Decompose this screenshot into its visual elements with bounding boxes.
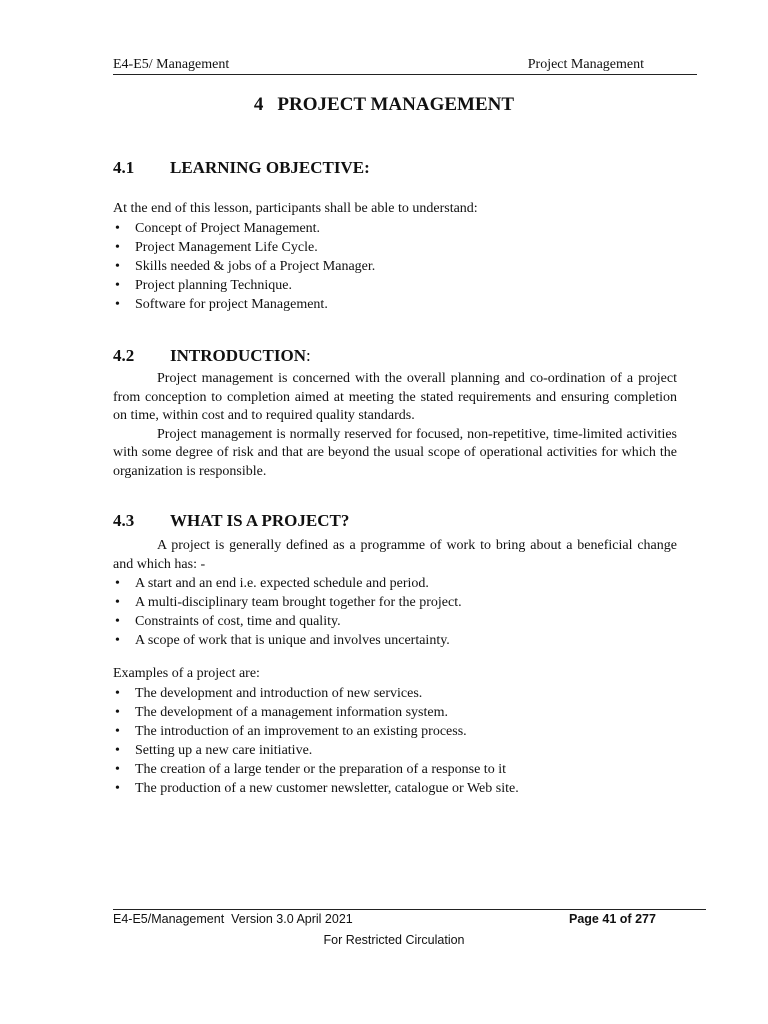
- examples-intro: Examples of a project are:: [113, 666, 260, 681]
- footer-rule: [113, 909, 706, 910]
- chapter-title-text: PROJECT MANAGEMENT: [277, 94, 515, 115]
- definition-paragraph: A project is generally defined as a programme of work to bring about a beneficial change and which has: -: [113, 538, 677, 572]
- page-indicator: [569, 912, 656, 926]
- section-4-3-body: [113, 537, 677, 650]
- of-label: of: [619, 912, 632, 926]
- objective-intro: At the end of this lesson, participants shall be able to understand:: [113, 201, 478, 216]
- list-item: • The creation of a large tender or the preparation of a response to it: [113, 760, 677, 779]
- header-right-text: Project Management: [527, 57, 644, 72]
- section-title: LEARNING OBJECTIVE:: [170, 158, 370, 177]
- list-item: • Project planning Technique.: [113, 276, 677, 295]
- section-4-1-body: [113, 200, 677, 314]
- page-label: Page: [569, 912, 599, 926]
- list-item: • The introduction of an improvement to an existing process.: [113, 722, 677, 741]
- objective-list: [113, 219, 677, 314]
- page-number: 41: [602, 912, 617, 926]
- list-item: • Setting up a new care initiative.: [113, 741, 677, 760]
- list-item: • Constraints of cost, time and quality.: [113, 612, 677, 631]
- section-heading-4-2: [113, 346, 311, 366]
- examples-list: [113, 684, 677, 798]
- section-4-2-body: [113, 370, 677, 481]
- list-item: • A start and an end i.e. expected schedule and period.: [113, 574, 677, 593]
- section-number: 4.2: [113, 346, 135, 365]
- list-item: • The production of a new customer newsletter, catalogue or Web site.: [113, 779, 677, 798]
- section-title: WHAT IS A PROJECT?: [170, 511, 350, 530]
- list-item: • Concept of Project Management.: [113, 219, 677, 238]
- page-header: [113, 57, 697, 75]
- section-number: 4.1: [113, 158, 135, 177]
- footer-version-text: E4-E5/Management Version 3.0 April 2021: [113, 912, 353, 926]
- section-heading-4-3: [113, 511, 349, 531]
- examples-block: [113, 665, 677, 798]
- page-total: 277: [635, 912, 656, 926]
- list-item: • The development and introduction of new services.: [113, 684, 677, 703]
- list-item: • The development of a management information system.: [113, 703, 677, 722]
- list-item: • A scope of work that is unique and involves uncertainty.: [113, 631, 677, 650]
- header-left-text: E4-E5/ Management: [113, 57, 230, 72]
- section-heading-4-1: [113, 158, 370, 178]
- list-item: • Software for project Management.: [113, 295, 677, 314]
- chapter-title: [0, 94, 768, 116]
- footer-circulation-text: For Restricted Circulation: [323, 933, 465, 947]
- header-rule: [113, 74, 697, 75]
- list-item: • Skills needed & jobs of a Project Manager.: [113, 257, 677, 276]
- chapter-number: 4: [253, 94, 264, 115]
- list-item: • A multi-disciplinary team brought together for the project.: [113, 593, 677, 612]
- section-title-colon: :: [306, 346, 311, 365]
- section-number: 4.3: [113, 511, 135, 530]
- list-item: • Project Management Life Cycle.: [113, 238, 677, 257]
- project-characteristics-list: [113, 574, 677, 650]
- intro-paragraph: Project management is normally reserved for focused, non-repetitive, time-limited activities with some degree of risk and that are beyond the usual scope of operational activities for which the organization is responsible.: [113, 426, 677, 479]
- intro-paragraph: Project management is concerned with the overall planning and co-ordination of a project from conception to completion aimed at meeting the stated requirements and ensuring completion on time, within cost and to required quality standards.: [113, 371, 677, 423]
- section-title: INTRODUCTION: [170, 346, 307, 365]
